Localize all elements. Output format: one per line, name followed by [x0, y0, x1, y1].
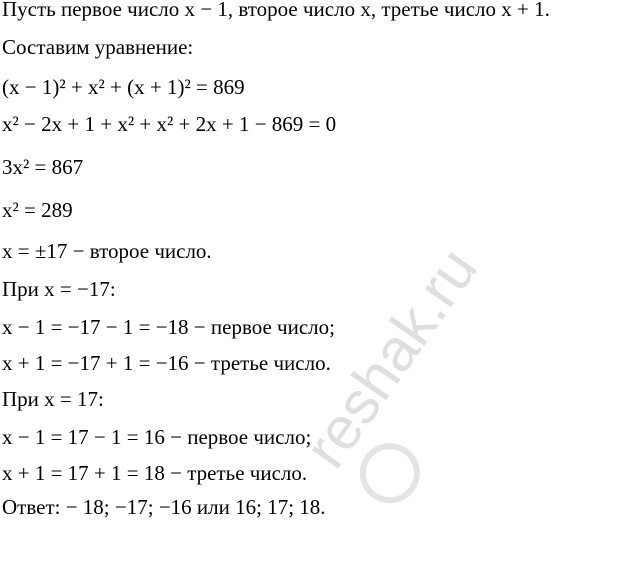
watermark-text: reshak.ru [291, 236, 490, 480]
case-negative-third-number: x + 1 = −17 + 1 = −16 − третье число. [2, 351, 331, 375]
intro-line: Пусть первое число x − 1, второе число x, третье число x + 1. [2, 0, 550, 21]
simplified-equation-line: 3x² = 867 [2, 155, 84, 179]
case-negative-heading: При x = −17: [2, 277, 116, 301]
square-equation-line: x² = 289 [2, 198, 73, 222]
watermark-ring [348, 431, 432, 515]
expanded-equation-line: x² − 2x + 1 + x² + x² + 2x + 1 − 869 = 0 [2, 112, 337, 136]
answer-line: Ответ: − 18; −17; −16 или 16; 17; 18. [2, 495, 326, 519]
case-positive-heading: При x = 17: [2, 387, 104, 411]
equation-heading: Составим уравнение: [2, 35, 194, 59]
watermark [291, 236, 615, 575]
equation-line: (x − 1)² + x² + (x + 1)² = 869 [2, 75, 245, 99]
case-positive-third-number: x + 1 = 17 + 1 = 18 − третье число. [2, 461, 308, 485]
root-line: x = ±17 − второе число. [2, 239, 212, 263]
case-positive-first-number: x − 1 = 17 − 1 = 16 − первое число; [2, 425, 312, 449]
case-negative-first-number: x − 1 = −17 − 1 = −18 − первое число; [2, 315, 335, 339]
